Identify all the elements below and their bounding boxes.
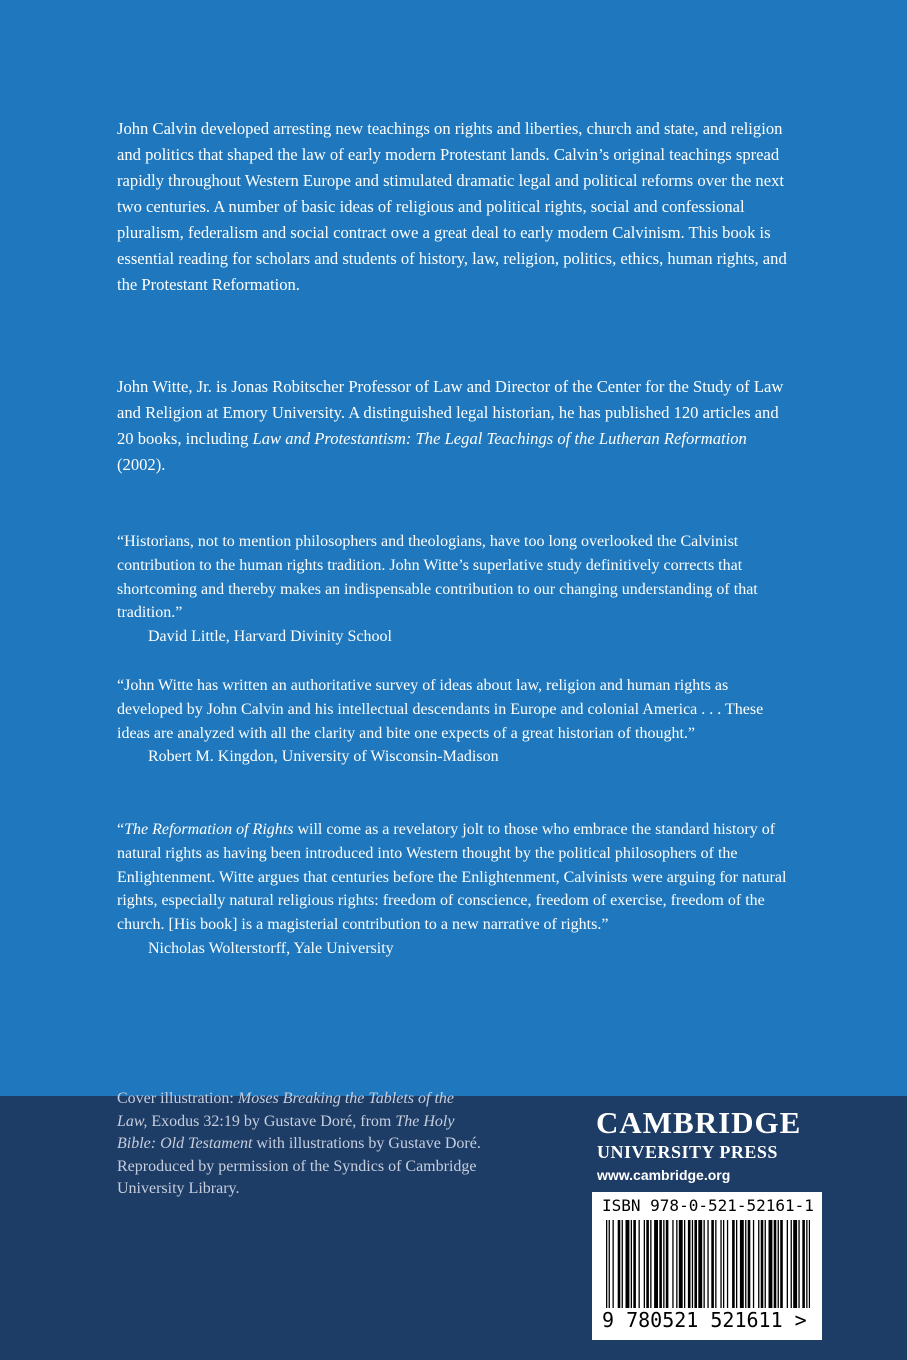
barcode-bar (787, 1220, 788, 1308)
publisher-logo-subtitle: UNIVERSITY PRESS (597, 1142, 778, 1162)
publisher-logo-name: CAMBRIDGE (596, 1105, 802, 1140)
barcode-bar (740, 1220, 744, 1308)
barcode-bar (732, 1220, 735, 1308)
author-book-title: Law and Protestantism: The Legal Teachings of the Lutheran Reformation (252, 429, 747, 448)
barcode-digits: 9 780521 521611 > (602, 1308, 807, 1332)
barcode-bar (659, 1220, 662, 1308)
barcode-bar (715, 1220, 716, 1308)
barcode-bar (650, 1220, 651, 1308)
barcode-bar (758, 1220, 759, 1308)
cover-illustration-credit (117, 1088, 482, 1201)
author-bio-text: John Witte, Jr. is Jonas Robitscher Professor of Law and Director of the Center for the Study of Law and Religion at Emory University. A distinguished legal historian, he has published 120 articles and 20 books, including (117, 377, 784, 448)
endorsement-attribution: Robert M. Kingdon, University of Wisconsin-Madison (148, 748, 499, 766)
author-bio (117, 374, 797, 478)
barcode-bar (663, 1220, 664, 1308)
credit-title-2: The Holy Bible: Old Testament (117, 1112, 455, 1153)
barcode-bar (698, 1220, 702, 1308)
barcode-bar (679, 1220, 683, 1308)
barcode-bar (622, 1220, 623, 1308)
barcode-bars (606, 1220, 810, 1308)
barcode-bar (778, 1220, 779, 1308)
endorsement-text: will come as a revelatory jolt to those who embrace the standard history of natural rights as having been introduced into Western thought by the political philosophers of the Enlightenment. Witte argues that centuries before the Enlightenment, Calvinists were arguing for natural rights, especially natural religious rights: freedom of conscience, freedom of exercise, freedom of the church. [His book] is a magisterial contribution to a new narrative of rights.” (117, 821, 787, 934)
barcode-bar (748, 1220, 751, 1308)
barcode-bar (720, 1220, 721, 1308)
barcode-bar (809, 1220, 810, 1308)
barcode-bar (646, 1220, 649, 1308)
barcode-bar (606, 1220, 607, 1308)
endorsement-3 (117, 818, 797, 961)
barcode-bar (769, 1220, 773, 1308)
isbn-label: ISBN 978-0-521-52161-1 (602, 1196, 814, 1215)
barcode-bar (798, 1220, 799, 1308)
book-blurb: John Calvin developed arresting new teachings on rights and liberties, church and state, and religion and politics that shaped the law of early modern Protestant lands. Calvin’s original teachings spread rapidly throughout Western Europe and stimulated dramatic legal and political reforms over the next two centuries. A number of basic ideas of religious and political rights, social and confessional pluralism, federalism and social contract owe a great deal to early modern Calvinism. This book is essential reading for scholars and students of history, law, religion, politics, ethics, human rights, and the Protestant Reformation. (117, 119, 787, 294)
endorsement-book-title: The Reformation of Rights (124, 821, 294, 838)
barcode-bar (765, 1220, 766, 1308)
barcode-bar (723, 1220, 724, 1308)
endorsement-open-quote: “ (117, 821, 125, 838)
barcode-bar (633, 1220, 636, 1308)
author-book-year: (2002). (117, 455, 166, 474)
barcode-bar (609, 1220, 610, 1308)
barcode-bar (774, 1220, 777, 1308)
barcode-bar (644, 1220, 645, 1308)
publisher-url[interactable]: www.cambridge.org (597, 1167, 731, 1183)
barcode-bar (694, 1220, 697, 1308)
barcode-bar (672, 1220, 673, 1308)
barcode-bar (753, 1220, 754, 1308)
barcode-bar (618, 1220, 621, 1308)
barcode-bar (736, 1220, 737, 1308)
endorsement-2 (117, 674, 797, 769)
endorsement-attribution: David Little, Harvard Divinity School (148, 628, 392, 646)
endorsement-1 (117, 530, 797, 649)
barcode-bar (806, 1220, 807, 1308)
barcode-bar (631, 1220, 632, 1308)
barcode-bar (745, 1220, 746, 1308)
barcode-bar (791, 1220, 792, 1308)
barcode-bar (676, 1220, 677, 1308)
barcode-bar (761, 1220, 764, 1308)
barcode-bar (793, 1220, 797, 1308)
endorsement-attribution: Nicholas Wolterstorff, Yale University (148, 939, 394, 957)
endorsement-text: “Historians, not to mention philosophers and theologians, have too long overlooked the Calvinist contribution to the human rights tradition. John Witte’s superlative study definitively corrects that shortcoming and thereby makes an indispensable contribution to our changing understanding of that tradition.” (117, 533, 758, 622)
barcode-bar (626, 1220, 630, 1308)
credit-title-1: Moses Breaking the Tablets of the Law, (117, 1090, 454, 1130)
barcode-bar (639, 1220, 640, 1308)
endorsement-text: “John Witte has written an authoritative survey of ideas about law, religion and human rights as developed by John Calvin and his intellectual descendants in Europe and colonial America . . . These ideas are analyzed with all the clarity and bite one expects of a great historian of thought.” (117, 677, 764, 742)
credit-suffix: with illustrations by Gustave Doré. Reproduced by permission of the Syndics of Cambridge University Library. (117, 1135, 481, 1198)
barcode-bar (666, 1220, 669, 1308)
credit-prefix: Cover illustration: (117, 1090, 238, 1107)
barcode-bar (727, 1220, 728, 1308)
barcode-bar (707, 1220, 708, 1308)
credit-mid: Exodus 32:19 by Gustave Doré, from (147, 1112, 396, 1130)
isbn-barcode (592, 1192, 822, 1340)
barcode-bar (704, 1220, 705, 1308)
barcode-bar (654, 1220, 658, 1308)
barcode-bar (780, 1220, 783, 1308)
barcode-bar (802, 1220, 805, 1308)
barcode-bar (613, 1220, 614, 1308)
barcode-bar (688, 1220, 691, 1308)
barcode-bar (692, 1220, 693, 1308)
barcode-bar (711, 1220, 714, 1308)
barcode-bar (684, 1220, 685, 1308)
